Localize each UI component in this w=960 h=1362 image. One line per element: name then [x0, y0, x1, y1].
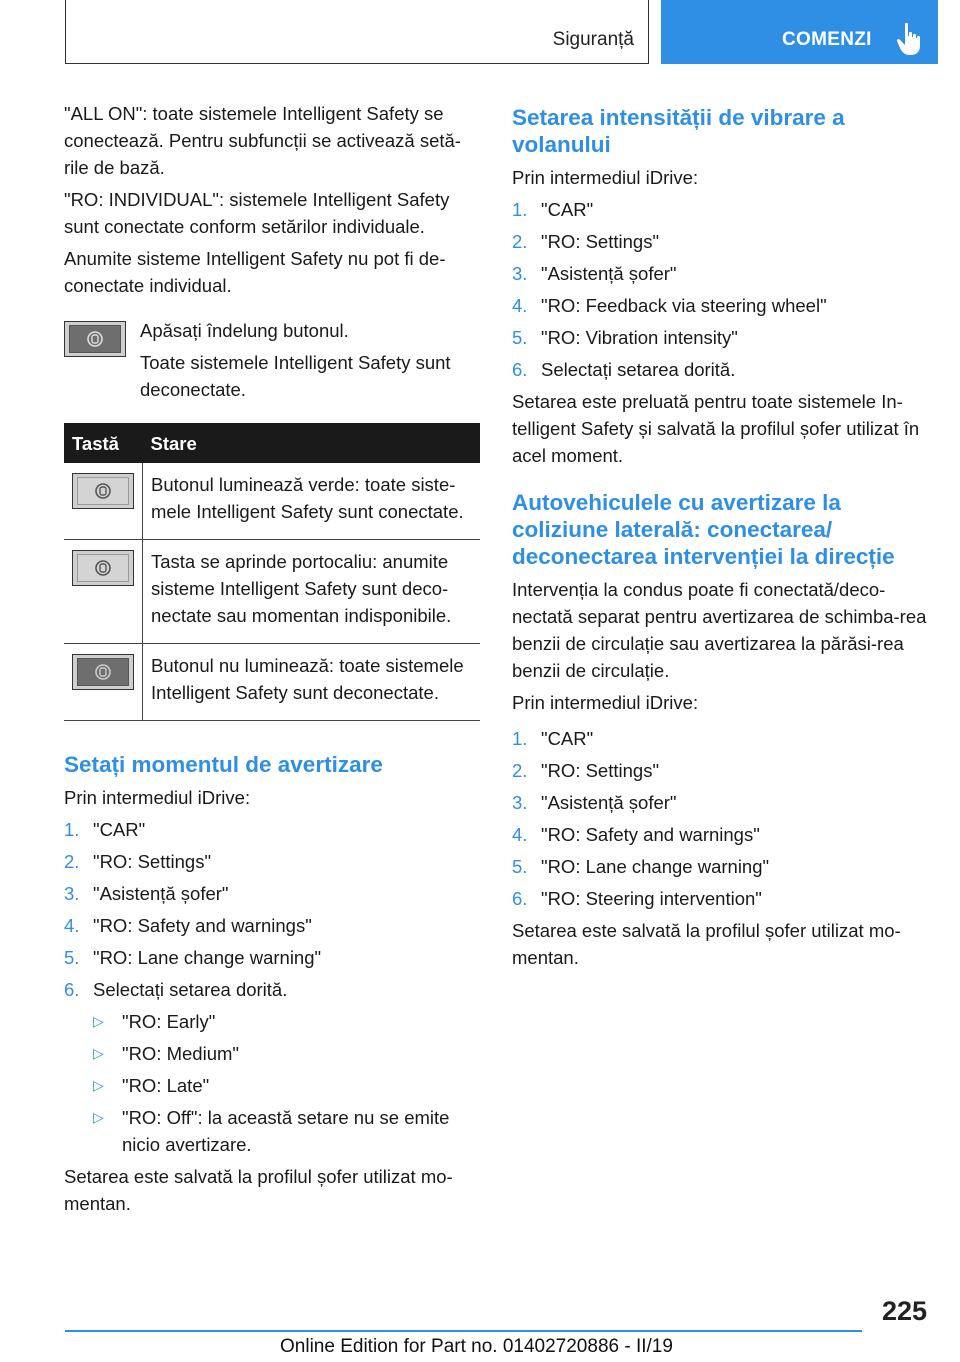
warning-steps-list: [64, 816, 482, 1003]
chapter-title: COMENZI: [782, 29, 872, 50]
list-item: 3. "Asistență șofer": [512, 263, 677, 284]
table-header-status: Stare: [143, 423, 481, 463]
list-item: ▷ "RO: Early": [93, 1008, 482, 1035]
list-item: 4. "RO: Feedback via steering wheel": [512, 295, 827, 316]
individual-paragraph: "RO: INDIVIDUAL": sistemele Intelligent Safety sunt conectate conform setărilor individuale.: [64, 189, 450, 237]
list-item: 6. Selectați setarea dorită.: [512, 359, 736, 380]
list-item: 1. "CAR": [64, 819, 146, 840]
list-item: 5. "RO: Lane change warning": [64, 947, 322, 968]
table-row: [64, 644, 480, 721]
some-systems-paragraph: Anumite sisteme Intelligent Safety nu pot fi de-conectate individual.: [64, 248, 446, 296]
list-item: 4. "RO: Safety and warnings": [512, 824, 760, 845]
press-line-2: Toate sistemele Intelligent Safety sunt deconectate.: [140, 352, 451, 400]
page-number: 225: [882, 1296, 928, 1326]
list-item: ▷ "RO: Medium": [93, 1040, 482, 1067]
intelligent-safety-button-icon: [94, 482, 112, 500]
triangle-bullet-icon: ▷: [93, 1013, 104, 1029]
footer-divider: [65, 1330, 862, 1332]
triangle-bullet-icon: ▷: [93, 1077, 104, 1093]
lateral-steps-list: [512, 725, 932, 912]
table-cell-status: Butonul luminează verde: toate siste-mele Intelligent Safety sunt conectate.: [143, 463, 481, 540]
header-chapter-tab[interactable]: [661, 0, 938, 64]
lateral-paragraph: Intervenția la condus poate fi conectată/deco-nectată separat pentru avertizarea de schimba-rea benzii de circulație sau avertizarea la părăsi-rea benzii de circulație.: [512, 579, 927, 681]
pointing-hand-icon: [896, 22, 922, 56]
table-header-key: Tastă: [64, 423, 143, 463]
all-on-paragraph: "ALL ON": toate sistemele Intelligent Safety se conectează. Pentru subfuncții se activează setă-rile de bază.: [64, 103, 461, 178]
list-item: 6. "RO: Steering intervention": [512, 888, 762, 909]
intelligent-safety-button-image: [72, 473, 134, 509]
heading-lateral-collision: Autovehiculele cu avertizare la coliziune laterală: conectarea/ deconectarea intervenției la direcție: [512, 490, 895, 569]
list-item: 3. "Asistență șofer": [512, 792, 677, 813]
button-status-table: [64, 423, 480, 721]
saved-note: Setarea este salvată la profilul șofer utilizat mo-mentan.: [64, 1166, 453, 1214]
list-item: ▷ "RO: Off": la această setare nu se emite nicio avertizare.: [93, 1104, 482, 1158]
via-idrive: Prin intermediul iDrive:: [512, 167, 699, 188]
vibration-steps-list: [512, 196, 932, 383]
list-item: 2. "RO: Settings": [512, 231, 660, 252]
right-column: [512, 100, 932, 976]
vibration-note: Setarea este preluată pentru toate sistemele In-telligent Safety și salvată la profilul șofer utilizat în acel moment.: [512, 391, 920, 466]
heading-vibration: Setarea intensității de vibrare a volanului: [512, 105, 845, 157]
table-row: [64, 540, 480, 644]
edition-text: Online Edition for Part no. 01402720886 - II/19: [280, 1336, 673, 1357]
intelligent-safety-button-icon: [94, 663, 112, 681]
warning-options-list: [93, 1008, 482, 1158]
press-button-instruction: [64, 317, 482, 403]
press-line-1: Apăsați îndelung butonul.: [140, 320, 349, 341]
heading-warning-time: Setați momentul de avertizare: [64, 752, 383, 777]
list-item: 3. "Asistență șofer": [64, 883, 229, 904]
via-idrive: Prin intermediul iDrive:: [512, 692, 699, 713]
section-title: Siguranță: [552, 29, 634, 50]
list-item: 1. "CAR": [512, 199, 594, 220]
table-row: [64, 463, 480, 540]
intelligent-safety-button-icon: [94, 559, 112, 577]
list-item: 2. "RO: Settings": [64, 851, 212, 872]
list-item: 5. "RO: Vibration intensity": [512, 327, 738, 348]
triangle-bullet-icon: ▷: [93, 1109, 104, 1125]
intelligent-safety-button-image: [64, 321, 126, 357]
list-item: 5. "RO: Lane change warning": [512, 856, 770, 877]
list-item: ▷ "RO: Late": [93, 1072, 482, 1099]
list-item: 1. "CAR": [512, 728, 594, 749]
via-idrive: Prin intermediul iDrive:: [64, 787, 251, 808]
left-column: [64, 100, 482, 1222]
list-item: 4. "RO: Safety and warnings": [64, 915, 312, 936]
table-cell-status: Butonul nu luminează: toate sistemele Intelligent Safety sunt deconectate.: [143, 644, 481, 721]
intelligent-safety-button-image: [72, 654, 134, 690]
intelligent-safety-button-image: [72, 550, 134, 586]
list-item: 6. Selectați setarea dorită.: [64, 979, 288, 1000]
header-section-tab[interactable]: [65, 0, 649, 64]
list-item: 2. "RO: Settings": [512, 760, 660, 781]
intelligent-safety-button-icon: [86, 330, 104, 348]
table-cell-status: Tasta se aprinde portocaliu: anumite sisteme Intelligent Safety sunt deco-nectate sau momentan indisponibile.: [143, 540, 481, 644]
lateral-saved-note: Setarea este salvată la profilul șofer utilizat mo-mentan.: [512, 920, 901, 968]
triangle-bullet-icon: ▷: [93, 1045, 104, 1061]
